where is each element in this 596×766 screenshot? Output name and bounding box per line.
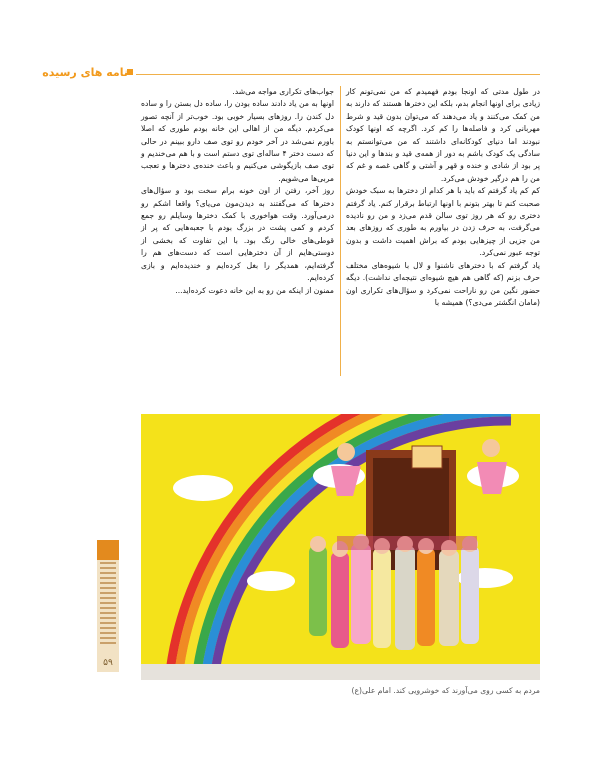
sidebar-text-lines [100,562,116,646]
paragraph: یاد گرفتم که با دخترهای ناشنوا و لال با شیوه‌های مختلف حرف بزنم (که گاهی هم هیچ شیوه‌ای نتیجه‌ای نداشت). دیگه حضور نگین من رو ناراحت نمی‌کرد و سؤال‌های تکراری اون (مامان انگشتر می‌دی؟) همیشه با [346,260,540,307]
magazine-logo [97,540,119,560]
paragraph: جواب‌های تکراری مواجه می‌شد. [232,87,334,96]
header-rule [136,74,540,75]
photo-caption: مردم به کسی روی می‌آورند که خوشرویی کند. امام علی(ع) [351,686,540,695]
column-divider [340,86,341,376]
paragraph: کم کم یاد گرفتم که باید با هر کدام از دخترها به سبک خودش صحبت کنم تا بهتر بتونم با اونها ارتباط برقرار کنم. یاد گرفتم دختری رو که هر روز توی سالن قدم می‌زد و من رو نادیده می‌گرفت، به حرف زدن در بیاورم به طوری که روزهای بعد من جزیی از چیزهایی بودم که براش اهمیت داشت و بدون توجه عبور نمی‌کرد. [346,186,540,258]
floor [141,664,540,680]
paragraph: ممنون از اینکه من رو به این خانه دعوت کرده‌اید... [175,285,334,295]
sign-board [412,446,442,468]
article-column-left [141,86,334,376]
paragraph: اونها به من یاد دادند ساده بودن را، ساده دل بستن را و ساده دل کندن را. روزهای بسیار خوبی بود. خوب‌تر از آنچه تصور می‌کردم. دیگه من از اهالی این خانه بودم طوری که اصلا باورم نمی‌شد در آخر خودم رو توی صف دارو ببینم در حالی که دست دختر ۴ ساله‌ای توی دستم است و با هم می‌خندیم و توی صف بازیگوشی می‌کنیم و باعث خنده‌ی دخترها و تعجب مربی‌ها می‌شویم. [141,99,335,183]
paragraph: روز آخر، رفتن از اون خونه برام سخت بود و سؤال‌های دخترها که می‌گفتند به دیدن‌مون می‌یای؟ واقعا اشکم رو درمی‌آورد. وقت هواخوری با کمک دخترها وسایلم رو جمع کردم و کمی پشت در بزرگ بودم با جعبه‌هایی که پر از قوطی‌های خالی رنگ بود. با این تفاوت که بخشی از دوستی‌هایم از آن دخترهایی است که دست‌های هم را گرفته‌ایم، همدیگر را بغل کرده‌ایم و خندیده‌ایم و بازی کرده‌ایم. [141,186,334,283]
page-number: ۵۹ [103,658,113,668]
paragraph: در طول مدتی که اونجا بودم فهمیدم که من نمی‌تونم کار زیادی برای اونها انجام بدم، بلکه این دخترها هستند که دارند به من کمک می‌کنند و یاد می‌دهند که می‌توان بدون قید و شرط مهربانی کرد و فاصله‌ها را کم کرد. اگرچه که اونها کودک نبودند اما دنیای کودکانه‌ای داشتند که من می‌توانستم به سادگی یک کودک باشم به دور از همه‌ی قید و بندها و این دنیا پر بود از شادی و خنده و قهر و آشتی و گاهی غصه و غم که من را هم درگیر خودش می‌کرد. [346,87,540,183]
rainbow-wall-photo [141,396,540,680]
section-title: نامه های رسیده [42,66,128,79]
section-header [0,66,596,82]
ceiling [141,396,540,414]
article-column-right [346,86,540,376]
